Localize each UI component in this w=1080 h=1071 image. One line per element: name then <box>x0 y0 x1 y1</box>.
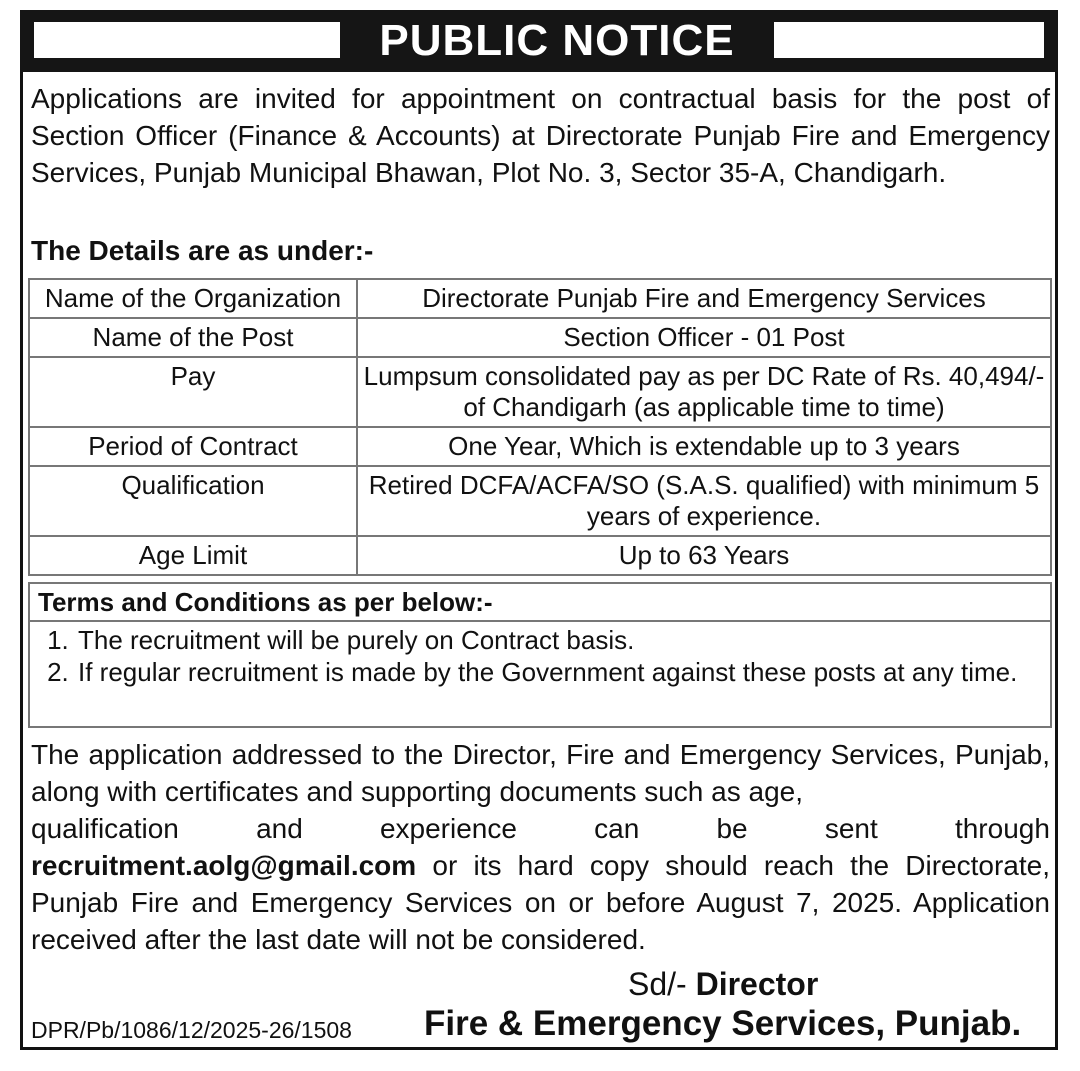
detail-label: Pay <box>29 357 357 427</box>
terms-box <box>28 582 1052 728</box>
details-table <box>28 278 1052 576</box>
table-row <box>29 536 1051 575</box>
closing-justified-line <box>31 810 1050 847</box>
signature-designation: Director <box>695 966 819 1002</box>
detail-label: Period of Contract <box>29 427 357 466</box>
terms-list <box>30 624 1050 688</box>
title-bar <box>20 10 1058 72</box>
intro-paragraph: Applications are invited for appointment on contractual basis for the post of Section Officer (Finance & Accounts) at Directorate Punjab Fire and Emergency Services, Punjab Municipal Bhawan, Plot No. 3, Sector 35-A, Chandigarh. <box>31 83 1050 188</box>
list-item: 2. If regular recruitment is made by the Government against these posts at any time. <box>76 656 1050 688</box>
closing-text-part1: The application addressed to the Director, Fire and Emergency Services, Punjab, along with certificates and supporting documents such as age, <box>31 739 1050 807</box>
table-row <box>29 318 1051 357</box>
detail-value: One Year, Which is extendable up to 3 years <box>357 427 1051 466</box>
details-heading: The Details are as under:- <box>31 235 374 266</box>
signature-prefix: Sd/- <box>628 966 687 1002</box>
reference-number: DPR/Pb/1086/12/2025-26/1508 <box>31 1017 352 1043</box>
signature-line <box>628 964 818 1004</box>
terms-heading: Terms and Conditions as per below:- <box>30 584 1050 622</box>
detail-value: Retired DCFA/ACFA/SO (S.A.S. qualified) with minimum 5 years of experience. <box>357 466 1051 536</box>
closing-word: qualification <box>31 813 179 844</box>
detail-value: Directorate Punjab Fire and Emergency Services <box>357 279 1051 318</box>
detail-value: Up to 63 Years <box>357 536 1051 575</box>
detail-label: Name of the Organization <box>29 279 357 318</box>
detail-label: Name of the Post <box>29 318 357 357</box>
detail-value: Lumpsum consolidated pay as per DC Rate of Rs. 40,494/- of Chandigarh (as applicable time to time) <box>357 357 1051 427</box>
closing-word: be <box>716 813 748 844</box>
signature-department: Fire & Emergency Services, Punjab. <box>424 1004 1022 1043</box>
detail-label: Age Limit <box>29 536 357 575</box>
list-item: 1. The recruitment will be purely on Contract basis. <box>76 624 1050 656</box>
closing-word: and <box>256 813 303 844</box>
notice-title: PUBLIC NOTICE <box>379 16 735 65</box>
recruitment-email: recruitment.aolg@gmail.com <box>31 850 417 881</box>
title-bar-right-stripe <box>774 22 1044 58</box>
detail-label: Qualification <box>29 466 357 536</box>
closing-word: can <box>594 813 640 844</box>
detail-value: Section Officer - 01 Post <box>357 318 1051 357</box>
table-row <box>29 427 1051 466</box>
title-bar-left-stripe <box>34 22 340 58</box>
closing-paragraph <box>31 736 1050 958</box>
closing-word: through <box>954 813 1050 844</box>
table-row <box>29 357 1051 427</box>
closing-text-part2: or its hard copy should reach the Directorate, Punjab Fire and Emergency Services on or before August 7, 2025. Application received after the last date will not be considered. <box>31 850 1051 955</box>
table-row <box>29 279 1051 318</box>
table-row <box>29 466 1051 536</box>
closing-word: experience <box>379 813 517 844</box>
closing-word: sent <box>824 813 878 844</box>
